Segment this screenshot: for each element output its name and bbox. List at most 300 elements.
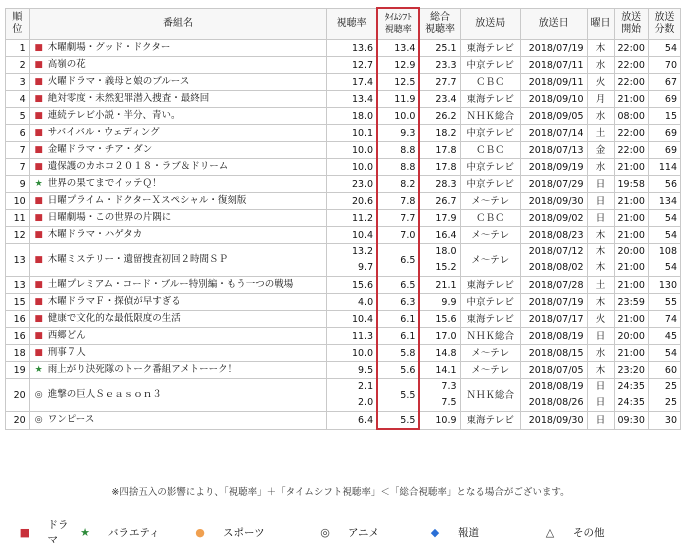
start-cell: 21:00 [614, 91, 648, 108]
station-cell: 東海テレビ [460, 91, 520, 108]
station-cell: ＮＨＫ総合 [460, 328, 520, 345]
table-row [6, 125, 681, 142]
start-cell: 22:00 [614, 57, 648, 74]
station-cell: 中京テレビ [460, 294, 520, 311]
total-cell: 23.3 [419, 57, 460, 74]
date-cell: 2018/08/19 [520, 328, 587, 345]
table-row [6, 328, 681, 345]
timeshift-cell: 9.3 [377, 125, 419, 142]
header-title: 番組名 [29, 8, 327, 40]
rating-cell: 11.3 [327, 328, 377, 345]
minutes-cell: 55 [648, 294, 680, 311]
start-cell: 22:00 [614, 125, 648, 142]
station-cell: メ～テレ [460, 244, 520, 277]
drama-genre-icon: ■ [34, 331, 43, 341]
date-cell: 2018/08/23 [520, 227, 587, 244]
total-cell-value: 15.2 [435, 262, 457, 273]
title-cell [29, 108, 327, 125]
drama-genre-icon: ■ [34, 230, 43, 240]
station-cell: ＣＢＣ [460, 210, 520, 227]
program-title: 絶対零度・未然犯罪潜入捜査・最終回 [47, 93, 210, 104]
rank-cell: 7 [6, 159, 30, 176]
day-cell-value: 日 [595, 381, 606, 392]
total-cell: 26.2 [419, 108, 460, 125]
start-cell: 21:00 [614, 193, 648, 210]
minutes-cell: 54 [648, 210, 680, 227]
minutes-cell-value: 108 [658, 246, 677, 257]
station-cell: メ～テレ [460, 227, 520, 244]
minutes-cell: 67 [648, 74, 680, 91]
timeshift-cell: 6.5 [377, 277, 419, 294]
program-title: 土曜プレミアム・コード・ブルー特別編・もう一つの戦場 [47, 279, 294, 290]
rank-cell: 15 [6, 294, 30, 311]
station-cell: 東海テレビ [460, 277, 520, 294]
rank-cell: 2 [6, 57, 30, 74]
table-row [6, 294, 681, 311]
rank-cell: 6 [6, 125, 30, 142]
rank-cell: 20 [6, 379, 30, 412]
drama-genre-icon: ■ [34, 43, 43, 53]
title-cell [29, 362, 327, 379]
total-cell: 17.8 [419, 142, 460, 159]
header-minutes: 放送 分数 [648, 8, 680, 40]
table-row [6, 227, 681, 244]
day-cell: 木 [587, 40, 614, 57]
rating-cell: 10.0 [327, 345, 377, 362]
minutes-cell: 69 [648, 125, 680, 142]
minutes-cell: 45 [648, 328, 680, 345]
rating-cell: 12.7 [327, 57, 377, 74]
date-cell: 2018/07/19 [520, 40, 587, 57]
start-cell: 22:00 [614, 142, 648, 159]
date-cell: 2018/09/11 [520, 74, 587, 91]
minutes-cell: 69 [648, 91, 680, 108]
rating-cell: 17.4 [327, 74, 377, 91]
rank-cell: 18 [6, 345, 30, 362]
header-start: 放送 開始 [614, 8, 648, 40]
table-row [6, 311, 681, 328]
rank-cell: 3 [6, 74, 30, 91]
program-title: 金曜ドラマ・チア・ダン [47, 144, 153, 155]
date-cell: 2018/07/29 [520, 176, 587, 193]
day-cell: 水 [587, 57, 614, 74]
header-station: 放送局 [460, 8, 520, 40]
timeshift-cell: 7.0 [377, 227, 419, 244]
title-cell [29, 193, 327, 210]
rating-cell-value: 2.0 [358, 397, 374, 408]
total-cell-value: 18.0 [435, 246, 457, 257]
minutes-cell: 130 [648, 277, 680, 294]
day-cell-value: 日 [595, 397, 606, 408]
title-cell [29, 125, 327, 142]
start-cell: 21:00 [614, 311, 648, 328]
table-row [6, 108, 681, 125]
timeshift-cell: 6.1 [377, 328, 419, 345]
header-day: 曜日 [587, 8, 614, 40]
total-cell: 15.6 [419, 311, 460, 328]
drama-genre-icon: ■ [34, 255, 43, 265]
program-title: 健康で文化的な最低限度の生活 [47, 313, 181, 324]
anime-legend-icon: ◎ [320, 525, 330, 539]
variety-legend-icon: ★ [80, 525, 90, 539]
legend-item-news [428, 517, 543, 547]
start-cell: 08:00 [614, 108, 648, 125]
program-title: 雨上がり決死隊のトーク番組アメトーーク！ [47, 364, 238, 375]
minutes-cell: 54 [648, 40, 680, 57]
anime-genre-icon: ◎ [34, 415, 43, 426]
program-title: 進撃の巨人Ｓｅａｓｏｎ３ [47, 389, 162, 400]
station-cell: メ～テレ [460, 193, 520, 210]
rating-cell: 6.4 [327, 412, 377, 430]
footnote: ※四捨五入の影響により、「視聴率」＋「タイムシフト視聴率」＜「総合視聴率」となる場合がございます。 [111, 487, 570, 498]
rating-cell: 11.2 [327, 210, 377, 227]
title-cell [29, 176, 327, 193]
total-cell: 25.1 [419, 40, 460, 57]
program-title: 日曜劇場・この世界の片隅に [47, 212, 172, 223]
total-cell: 14.8 [419, 345, 460, 362]
station-cell: ＣＢＣ [460, 142, 520, 159]
program-title: 刑事７人 [47, 347, 86, 358]
legend-label: アニメ [348, 526, 379, 539]
table-row [6, 244, 681, 277]
start-cell: 21:00 [614, 210, 648, 227]
title-cell [29, 74, 327, 91]
drama-genre-icon: ■ [34, 348, 43, 358]
station-cell: 中京テレビ [460, 125, 520, 142]
start-cell-value: 21:00 [617, 262, 645, 273]
variety-genre-icon: ★ [34, 179, 43, 189]
timeshift-cell: 8.8 [377, 142, 419, 159]
minutes-cell: 56 [648, 176, 680, 193]
day-cell: 日 [587, 176, 614, 193]
total-cell: 9.9 [419, 294, 460, 311]
legend-item-sports [193, 517, 318, 547]
title-cell [29, 294, 327, 311]
start-cell: 09:30 [614, 412, 648, 430]
timeshift-cell: 6.3 [377, 294, 419, 311]
station-cell: 東海テレビ [460, 40, 520, 57]
program-title: サバイバル・ウェディング [47, 127, 160, 138]
date-cell: 2018/09/19 [520, 159, 587, 176]
rank-cell: 7 [6, 142, 30, 159]
table-row [6, 74, 681, 91]
program-title: 木曜ドラマ・ハゲタカ [47, 229, 143, 240]
title-cell [29, 412, 327, 430]
rank-cell: 20 [6, 412, 30, 430]
minutes-cell: 134 [648, 193, 680, 210]
day-cell: 月 [587, 91, 614, 108]
date-cell: 2018/09/05 [520, 108, 587, 125]
title-cell [29, 159, 327, 176]
rating-cell: 13.4 [327, 91, 377, 108]
table-row [6, 57, 681, 74]
day-cell: 木 [587, 294, 614, 311]
total-cell: 17.0 [419, 328, 460, 345]
timeshift-cell: 6.1 [377, 311, 419, 328]
timeshift-cell: 6.5 [377, 244, 419, 277]
ratings-table [5, 7, 681, 430]
day-cell: 木 [587, 362, 614, 379]
total-cell: 10.9 [419, 412, 460, 430]
day-cell: 火 [587, 311, 614, 328]
rating-cell [327, 379, 377, 412]
header-timeshift: ﾀｲﾑｼﾌﾄ 視聴率 [377, 8, 419, 40]
drama-legend-icon: ■ [19, 525, 30, 539]
day-cell-value: 木 [595, 246, 606, 257]
title-cell [29, 91, 327, 108]
date-cell: 2018/07/05 [520, 362, 587, 379]
title-cell [29, 227, 327, 244]
minutes-cell: 114 [648, 159, 680, 176]
station-cell: 東海テレビ [460, 412, 520, 430]
rank-cell: 10 [6, 193, 30, 210]
minutes-cell: 70 [648, 57, 680, 74]
anime-genre-icon: ◎ [34, 390, 43, 400]
drama-genre-icon: ■ [34, 196, 43, 206]
program-title: ワンピース [47, 414, 95, 426]
day-cell: 水 [587, 159, 614, 176]
day-cell: 日 [587, 193, 614, 210]
total-cell [419, 379, 460, 412]
table-row [6, 379, 681, 412]
table-row [6, 159, 681, 176]
start-cell: 19:58 [614, 176, 648, 193]
date-cell: 2018/07/14 [520, 125, 587, 142]
timeshift-cell: 7.7 [377, 210, 419, 227]
minutes-cell: 74 [648, 311, 680, 328]
start-cell: 20:00 [614, 328, 648, 345]
drama-genre-icon: ■ [34, 145, 43, 155]
timeshift-cell: 12.5 [377, 74, 419, 91]
legend-item-other [543, 517, 643, 547]
total-cell: 17.8 [419, 159, 460, 176]
date-cell: 2018/09/30 [520, 193, 587, 210]
minutes-cell-value: 54 [664, 262, 677, 273]
day-cell-value: 木 [595, 262, 606, 273]
news-legend-icon: ◆ [430, 525, 440, 539]
table-row [6, 91, 681, 108]
program-title: 木曜ドラマＦ・探偵が早すぎる [47, 296, 181, 307]
minutes-cell: 69 [648, 142, 680, 159]
timeshift-cell: 13.4 [377, 40, 419, 57]
drama-genre-icon: ■ [34, 77, 43, 87]
total-cell: 16.4 [419, 227, 460, 244]
rank-cell: 11 [6, 210, 30, 227]
date-cell-value: 2018/08/02 [528, 262, 584, 273]
start-cell: 21:00 [614, 277, 648, 294]
rank-cell: 13 [6, 277, 30, 294]
title-cell [29, 277, 327, 294]
variety-genre-icon: ★ [34, 365, 43, 375]
rating-cell: 10.0 [327, 142, 377, 159]
start-cell-value: 24:35 [617, 381, 645, 392]
timeshift-cell: 11.9 [377, 91, 419, 108]
title-cell [29, 311, 327, 328]
title-cell [29, 142, 327, 159]
timeshift-cell: 5.8 [377, 345, 419, 362]
drama-genre-icon: ■ [34, 314, 43, 324]
date-cell: 2018/07/28 [520, 277, 587, 294]
minutes-cell [648, 244, 680, 277]
total-cell [419, 244, 460, 277]
timeshift-cell: 8.8 [377, 159, 419, 176]
timeshift-cell: 12.9 [377, 57, 419, 74]
minutes-cell: 54 [648, 227, 680, 244]
table-row [6, 210, 681, 227]
drama-genre-icon: ■ [34, 280, 43, 290]
start-cell: 21:00 [614, 227, 648, 244]
table-row [6, 193, 681, 210]
date-cell: 2018/09/02 [520, 210, 587, 227]
date-cell-value: 2018/07/12 [528, 246, 584, 257]
minutes-cell-value: 25 [664, 397, 677, 408]
drama-genre-icon: ■ [34, 94, 43, 104]
day-cell: 金 [587, 142, 614, 159]
title-cell [29, 244, 327, 277]
rating-cell-value: 13.2 [351, 246, 374, 257]
station-cell: メ～テレ [460, 345, 520, 362]
date-cell [520, 379, 587, 412]
program-title: 遺保護のカホコ２０１８・ラブ＆ドリーム [47, 161, 229, 172]
start-cell: 21:00 [614, 159, 648, 176]
rank-cell: 9 [6, 176, 30, 193]
station-cell: ＣＢＣ [460, 74, 520, 91]
rank-cell: 4 [6, 91, 30, 108]
rating-cell: 10.4 [327, 227, 377, 244]
day-cell: 土 [587, 277, 614, 294]
station-cell: 中京テレビ [460, 57, 520, 74]
title-cell [29, 345, 327, 362]
rank-cell: 12 [6, 227, 30, 244]
program-title: 高嶺の花 [47, 59, 86, 70]
total-cell: 21.1 [419, 277, 460, 294]
total-cell-value: 7.3 [441, 381, 457, 392]
timeshift-cell: 8.2 [377, 176, 419, 193]
rating-cell: 18.0 [327, 108, 377, 125]
drama-genre-icon: ■ [34, 297, 43, 307]
date-cell [520, 244, 587, 277]
rank-cell: 1 [6, 40, 30, 57]
start-cell: 23:20 [614, 362, 648, 379]
sports-legend-icon: ● [195, 525, 205, 539]
minutes-cell: 30 [648, 412, 680, 430]
program-title: 連続テレビ小説・半分、青い。 [47, 110, 181, 121]
station-cell: ＮＨＫ総合 [460, 108, 520, 125]
table-row [6, 277, 681, 294]
total-cell: 27.7 [419, 74, 460, 91]
station-cell: 東海テレビ [460, 311, 520, 328]
legend-label: バラエティ [108, 526, 160, 539]
legend-label: 報道 [458, 526, 479, 539]
date-cell: 2018/07/13 [520, 142, 587, 159]
date-cell: 2018/07/11 [520, 57, 587, 74]
drama-genre-icon: ■ [34, 213, 43, 223]
program-title: 木曜劇場・グッド・ドクター [47, 42, 171, 53]
date-cell: 2018/07/17 [520, 311, 587, 328]
start-cell: 22:00 [614, 74, 648, 91]
rating-cell [327, 244, 377, 277]
start-cell-value: 20:00 [617, 246, 645, 257]
header-date: 放送日 [520, 8, 587, 40]
timeshift-cell: 5.5 [377, 379, 419, 412]
day-cell: 日 [587, 412, 614, 430]
header-total: 総合 視聴率 [419, 8, 460, 40]
start-cell: 22:00 [614, 40, 648, 57]
rating-cell: 4.0 [327, 294, 377, 311]
station-cell: 中京テレビ [460, 159, 520, 176]
legend-label: スポーツ [223, 526, 265, 539]
minutes-cell: 15 [648, 108, 680, 125]
legend-label: ドラマ [47, 519, 69, 546]
day-cell [587, 379, 614, 412]
table-row [6, 176, 681, 193]
day-cell: 水 [587, 108, 614, 125]
day-cell: 水 [587, 345, 614, 362]
table-row [6, 40, 681, 57]
genre-legend [18, 517, 643, 547]
program-title: 木曜ミステリー・遺留捜査初回２時間ＳＰ [47, 254, 228, 265]
day-cell: 土 [587, 125, 614, 142]
day-cell: 日 [587, 328, 614, 345]
drama-genre-icon: ■ [34, 111, 43, 121]
start-cell: 21:00 [614, 345, 648, 362]
header-row [6, 8, 681, 40]
rating-cell: 13.6 [327, 40, 377, 57]
day-cell: 日 [587, 210, 614, 227]
title-cell [29, 57, 327, 74]
program-title: 西郷どん [47, 330, 86, 341]
header-rating: 視聴率 [327, 8, 377, 40]
timeshift-cell: 7.8 [377, 193, 419, 210]
program-title: 火曜ドラマ・義母と娘のブルース [47, 76, 190, 87]
total-cell: 17.9 [419, 210, 460, 227]
date-cell-value: 2018/08/26 [528, 397, 584, 408]
start-cell [614, 244, 648, 277]
station-cell: ＮＨＫ総合 [460, 379, 520, 412]
legend-item-variety [78, 517, 193, 547]
rating-cell-value: 2.1 [358, 381, 374, 392]
station-cell: 中京テレビ [460, 176, 520, 193]
table-row [6, 362, 681, 379]
minutes-cell [648, 379, 680, 412]
title-cell [29, 40, 327, 57]
timeshift-cell: 5.5 [377, 412, 419, 430]
title-cell [29, 328, 327, 345]
day-cell: 火 [587, 74, 614, 91]
table-row [6, 412, 681, 430]
rank-cell: 13 [6, 244, 30, 277]
date-cell: 2018/09/10 [520, 91, 587, 108]
rating-cell: 10.1 [327, 125, 377, 142]
start-cell [614, 379, 648, 412]
minutes-cell: 60 [648, 362, 680, 379]
rating-cell: 23.0 [327, 176, 377, 193]
start-cell-value: 24:35 [617, 397, 645, 408]
total-cell: 23.4 [419, 91, 460, 108]
day-cell [587, 244, 614, 277]
day-cell: 木 [587, 227, 614, 244]
rank-cell: 16 [6, 311, 30, 328]
total-cell: 28.3 [419, 176, 460, 193]
total-cell-value: 7.5 [441, 397, 457, 408]
date-cell: 2018/08/15 [520, 345, 587, 362]
rating-cell: 10.4 [327, 311, 377, 328]
start-cell: 23:59 [614, 294, 648, 311]
other-legend-icon: △ [545, 525, 555, 539]
date-cell-value: 2018/08/19 [528, 381, 584, 392]
total-cell: 18.2 [419, 125, 460, 142]
total-cell: 14.1 [419, 362, 460, 379]
